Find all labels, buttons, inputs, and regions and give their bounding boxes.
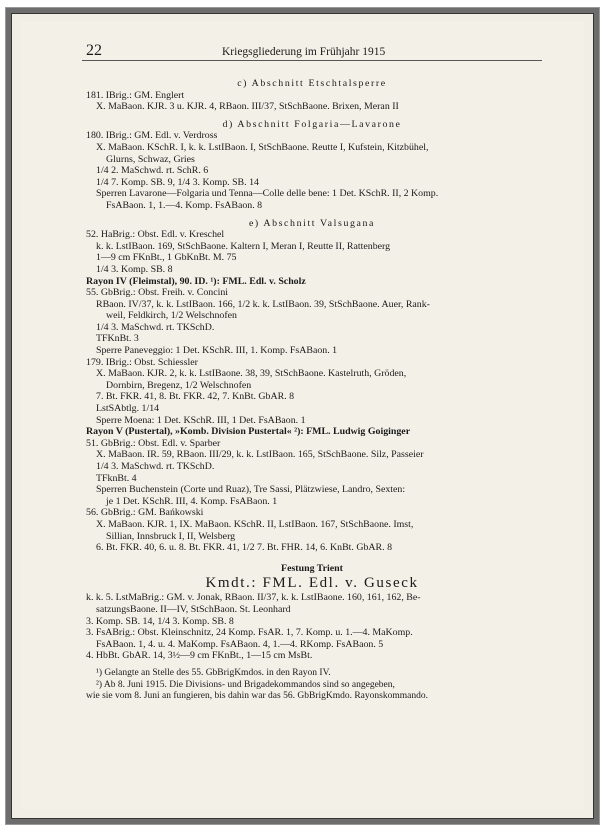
section-line: Rayon V (Pustertal), »Komb. Division Pustertal« ²): FML. Ludwig Goiginger [86,426,411,438]
section-line: 1/4 3. MaSchwd. rt. TKSchD. [96,321,215,333]
section-line: Sperren Lavarone—Folgaria und Tenna—Colle delle bene: 1 Det. KSchR. II, 2 Komp. [96,188,439,200]
section-line: 6. Bt. FKR. 40, 6. u. 8. Bt. FKR. 41, 1/2 7. Bt. FHR. 14, 6. KnBt. GbAR. 8 [96,542,393,554]
footnote: ²) Ab 8. Juni 1915. Die Divisions- und Brigadekommandos sind so angegeben, [96,679,395,690]
festung-lines [86,592,538,662]
festung-line: k. k. 5. LstMaBrig.: GM. v. Jonak, RBaon. II/37, k. k. LstIBaone. 160, 161, 162, Be- [86,592,421,604]
section-line: X. MaBaon. KJR. 1, IX. MaBaon. KSchR. II, LstIBaon. 167, StSchBaone. Imst, [96,518,414,530]
section-line: TFKnBt. 3 [96,333,139,345]
section-line: Rayon IV (Fleimstal), 90. ID. ¹): FML. Edl. v. Scholz [86,275,306,287]
festung-line: FsABaon. 1, 4. u. 4. MaKomp. FsABaon. 4, 1.—4. RKomp. FsABaon. 5 [96,638,384,650]
section-line: 1/4 2. MaSchwd. rt. SchR. 6 [96,165,209,177]
section-line: X. MaBaon. IR. 59, RBaon. III/29, k. k. LstIBaon. 165, StSchBaone. Silz, Passeier [96,449,424,461]
section-line: 180. IBrig.: GM. Edl. v. Verdross [86,130,218,142]
section-line: 1/4 3. MaSchwd. rt. TKSchD. [96,461,215,472]
page-header [82,38,542,61]
festung-commander: Kmdt.: FML. Edl. v. Guseck [205,575,419,592]
section-line: 55. GbBrig.: Obst. Freih. v. Concini [86,287,228,299]
footnote: wie sie vom 8. Juni an fungieren, bis dahin war das 56. GbBrigKmdo. Rayonskommando. [86,691,428,702]
section-line: 51. GbBrig.: Obst. Edl. v. Sparber [86,437,221,449]
page-number: 22 [86,42,102,59]
page-content [86,78,538,703]
festung-line: 3. FsABrig.: Obst. Kleinschnitz, 24 Komp. FsAR. 1, 7. Komp. u. 1.—4. MaKomp. [86,627,413,639]
section-line: weil, Feldkirch, 1/2 Welschnofen [106,310,237,322]
section-line: je 1 Det. KSchR. III, 4. Komp. FsABaon. 1 [106,495,278,507]
section-line: 56. GbBrig.: GM. Bańkowski [86,507,204,519]
section-line: X. MaBaon. KJR. 2, k. k. LstIBaone. 38, 39, StSchBaone. Kastelruth, Gröden, [96,368,407,380]
sections [86,78,538,554]
section-line: X. MaBaon. KJR. 3 u. KJR. 4, RBaon. III/37, StSchBaone. Brixen, Meran II [96,101,399,113]
section-line: Sperren Buchenstein (Corte und Ruaz), Tre Sassi, Plätzwiese, Landro, Sexten: [96,484,406,496]
section-line: 52. HaBrig.: Obst. Edl. v. Kreschel [86,229,225,241]
section-line: RBaon. IV/37, k. k. LstIBaon. 166, 1/2 k. k. LstIBaon. 39, StSchBaone. Auer, Rank- [96,298,430,310]
footnote: ¹) Gelangte an Stelle des 55. GbBrigKmdos. in den Rayon IV. [96,667,331,678]
section-line: Dornbirn, Bregenz, 1/2 Welschnofen [106,379,252,391]
section-line: Sperre Moena: 1 Det. KSchR. III, 1 Det. FsABaon. 1 [96,414,306,426]
section-heading: d) Abschnitt Folgaria—Lavarone [222,118,402,130]
section-line: Glurns, Schwaz, Gries [106,153,195,165]
section-line: 1—9 cm FKnBt., 1 GbKnBt. M. 75 [96,252,237,264]
section-line: FsABaon. 1, 1.—4. Komp. FsABaon. 8 [106,199,263,211]
section-heading: c) Abschnitt Etschtalsperre [237,78,387,89]
section-line: Sperre Paneveggio: 1 Det. KSchR. III, 1. Komp. FsABaon. 1 [96,345,338,357]
section-heading: e) Abschnitt Valsugana [248,217,376,229]
section-line: Sillian, Innsbruck I, II, Welsberg [106,530,236,542]
festung-line: 4. HbBt. GbAR. 14, 3½—9 cm FKnBt., 1—15 cm MsBt. [86,650,313,662]
running-title: Kriegsgliederung im Frühjahr 1915 [222,46,386,58]
section-line: TFknBt. 4 [96,472,137,484]
section-line: LstSAbtlg. 1/14 [96,403,160,415]
section-line: 179. IBrig.: Obst. Schiessler [86,356,198,368]
section-line: 1/4 3. Komp. SB. 8 [96,263,173,275]
festung-line: satzungsBaone. II—IV, StSchBaon. St. Leonhard [96,603,291,615]
section-line: k. k. LstIBaon. 169, StSchBaone. Kaltern I, Meran I, Reutte II, Rattenberg [96,240,391,252]
section-line: 181. IBrig.: GM. Englert [86,89,185,101]
festung-title: Festung Trient [281,562,343,574]
section-line: 7. Bt. FKR. 41, 8. Bt. FKR. 42, 7. KnBt. GbAR. 8 [96,391,295,403]
section-line: X. MaBaon. KSchR. I, k. k. LstIBaon. I, StSchBaone. Reutte I, Kufstein, Kitzbühel, [96,141,429,153]
section-line: 1/4 7. Komp. SB. 9, 1/4 3. Komp. SB. 14 [96,176,259,188]
footnotes [86,668,538,703]
festung-line: 3. Komp. SB. 14, 1/4 3. Komp. SB. 8 [86,615,234,627]
